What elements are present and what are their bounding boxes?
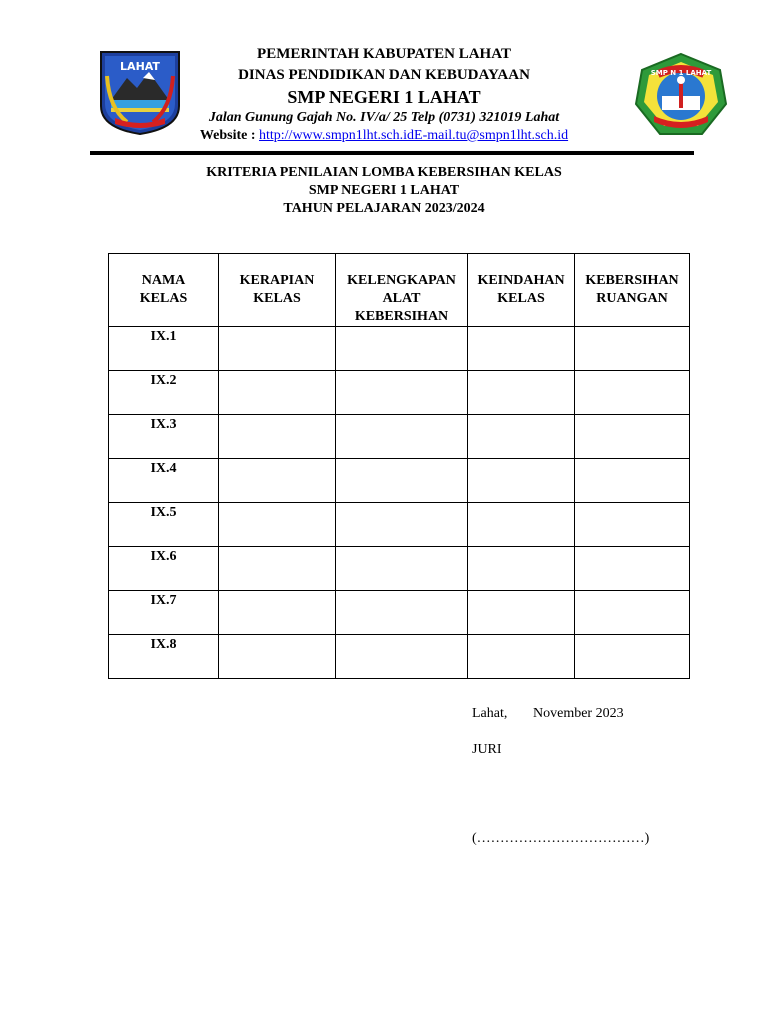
- class-name-cell: IX.4: [109, 459, 219, 503]
- signature-name-line: (………………………………): [472, 831, 650, 846]
- column-header-label: KERAPIAN KELAS: [239, 273, 315, 306]
- column-header: [468, 254, 575, 327]
- score-cell[interactable]: [468, 591, 575, 635]
- score-cell[interactable]: [468, 635, 575, 679]
- score-cell[interactable]: [575, 415, 690, 459]
- score-cell[interactable]: [336, 459, 468, 503]
- column-header: [575, 254, 690, 327]
- document-school: SMP NEGERI 1 LAHAT: [308, 183, 460, 198]
- logo-left-text: LAHAT: [120, 60, 160, 73]
- criteria-table: [108, 253, 690, 679]
- class-name-cell: IX.3: [109, 415, 219, 459]
- column-header: [109, 254, 219, 327]
- score-cell[interactable]: [575, 503, 690, 547]
- school-seal-logo: [634, 52, 728, 138]
- logo-right-text: SMP N 1 LAHAT: [650, 69, 712, 77]
- table-row: [109, 415, 690, 459]
- signature-date: November 2023: [533, 706, 624, 721]
- table-row: [109, 503, 690, 547]
- table-row: [109, 459, 690, 503]
- score-cell[interactable]: [468, 371, 575, 415]
- class-name-cell: IX.6: [109, 547, 219, 591]
- score-cell[interactable]: [468, 459, 575, 503]
- class-name-cell: IX.8: [109, 635, 219, 679]
- score-cell[interactable]: [219, 547, 336, 591]
- column-header: [219, 254, 336, 327]
- government-name: PEMERINTAH KABUPATEN LAHAT: [257, 46, 511, 62]
- table-row: [109, 547, 690, 591]
- score-cell[interactable]: [219, 371, 336, 415]
- score-cell[interactable]: [219, 327, 336, 371]
- lahat-regency-logo: [97, 48, 183, 136]
- score-cell[interactable]: [219, 591, 336, 635]
- class-name-cell: IX.7: [109, 591, 219, 635]
- table-row: [109, 591, 690, 635]
- document-title: KRITERIA PENILAIAN LOMBA KEBERSIHAN KELAS: [206, 165, 562, 180]
- website-label: Website :: [199, 128, 256, 143]
- column-header-label: KEINDAHAN KELAS: [477, 273, 565, 306]
- score-cell[interactable]: [575, 371, 690, 415]
- department-name: DINAS PENDIDIKAN DAN KEBUDAYAAN: [238, 67, 530, 83]
- class-name-cell: IX.1: [109, 327, 219, 371]
- school-address: Jalan Gunung Gajah No. IV/a/ 25 Telp (0731) 321019 Lahat: [208, 110, 560, 125]
- score-cell[interactable]: [468, 415, 575, 459]
- signature-place: Lahat,: [472, 706, 508, 721]
- table-row: [109, 327, 690, 371]
- score-cell[interactable]: [336, 327, 468, 371]
- column-header-label: KEBERSIHAN RUANGAN: [585, 273, 679, 306]
- score-cell[interactable]: [336, 547, 468, 591]
- website-link[interactable]: http://www.smpn1lht.sch.idE-mail.tu@smpn1lht.sch.id: [259, 128, 569, 143]
- score-cell[interactable]: [468, 327, 575, 371]
- score-cell[interactable]: [336, 415, 468, 459]
- score-cell[interactable]: [219, 415, 336, 459]
- score-cell[interactable]: [219, 635, 336, 679]
- column-header-label: NAMA KELAS: [139, 273, 188, 306]
- score-cell[interactable]: [575, 327, 690, 371]
- score-cell[interactable]: [468, 547, 575, 591]
- score-cell[interactable]: [219, 503, 336, 547]
- letterhead-divider: [90, 151, 694, 155]
- column-header: [336, 254, 468, 327]
- score-cell[interactable]: [575, 459, 690, 503]
- score-cell[interactable]: [336, 371, 468, 415]
- column-header-label: KELENGKAPAN ALAT KEBERSIHAN: [347, 273, 456, 324]
- table-row: [109, 635, 690, 679]
- website-line: [140, 128, 628, 144]
- school-name: SMP NEGERI 1 LAHAT: [287, 87, 481, 107]
- table-body: [109, 327, 690, 679]
- score-cell[interactable]: [575, 547, 690, 591]
- score-cell[interactable]: [468, 503, 575, 547]
- signature-role: JURI: [472, 742, 502, 757]
- document-year: TAHUN PELAJARAN 2023/2024: [283, 201, 485, 216]
- score-cell[interactable]: [219, 459, 336, 503]
- class-name-cell: IX.2: [109, 371, 219, 415]
- table-header-row: [109, 254, 690, 327]
- score-cell[interactable]: [575, 591, 690, 635]
- class-name-cell: IX.5: [109, 503, 219, 547]
- score-cell[interactable]: [336, 635, 468, 679]
- score-cell[interactable]: [575, 635, 690, 679]
- table-row: [109, 371, 690, 415]
- score-cell[interactable]: [336, 591, 468, 635]
- score-cell[interactable]: [336, 503, 468, 547]
